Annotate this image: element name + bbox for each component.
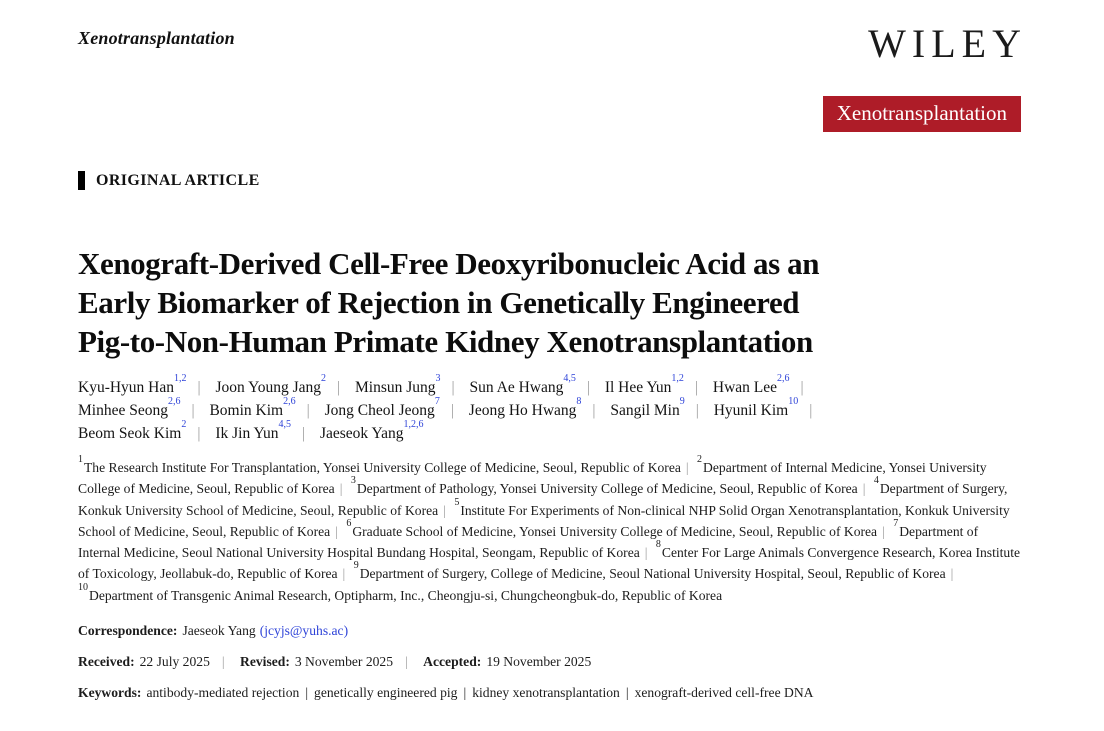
wiley-logo: WILEY — [868, 21, 1027, 66]
article-title-line: Early Biomarker of Rejection in Genetically Engineered — [78, 285, 800, 320]
author-name: Jeong Ho Hwang — [468, 402, 577, 419]
author-name: Bomin Kim — [209, 402, 284, 419]
keyword — [314, 685, 472, 700]
affiliation-text: Department of Surgery, College of Medicine, Seoul National University Hospital, Seoul, Republic of Korea — [359, 566, 946, 582]
article-type — [78, 171, 1021, 190]
author-affiliation-superscript: 7 — [434, 396, 440, 408]
author — [324, 396, 465, 419]
author-name: Beom Seok Kim — [78, 425, 182, 442]
author-affiliation-superscript: 1,2,6 — [403, 419, 424, 431]
affiliation-text: Department of Internal Medicine, Seoul National University Hospital Bundang Hospital, Seongam, Republic of Korea — [78, 523, 979, 561]
date-separator: | — [221, 654, 225, 670]
author-separator: | — [451, 379, 455, 396]
author — [713, 396, 824, 419]
author — [215, 419, 316, 442]
author-affiliation-superscript: 2 — [321, 373, 326, 385]
keywords-row — [78, 685, 1021, 701]
author — [469, 373, 601, 396]
date-separator: | — [405, 654, 408, 670]
article-type-bar-icon — [78, 171, 85, 190]
keyword — [635, 685, 814, 700]
keyword — [472, 685, 634, 700]
author-name: Hwan Lee — [712, 379, 778, 396]
affiliation — [78, 453, 694, 475]
journal-name: Xenotransplantation — [78, 28, 235, 48]
date-value: 19 November 2025 — [486, 654, 592, 670]
author-affiliation-superscript: 4,5 — [278, 419, 291, 431]
authors-row — [78, 419, 1021, 445]
author-name: Sun Ae Hwang — [469, 379, 564, 396]
date-item — [78, 654, 237, 669]
keyword-separator: | — [625, 685, 629, 701]
author-separator: | — [191, 402, 195, 419]
affiliation — [350, 475, 871, 497]
author-name: Joon Young Jang — [215, 379, 321, 396]
author — [319, 419, 424, 442]
affiliation-text: Department of Pathology, Yonsei University College of Medicine, Seoul, Republic of Korea — [356, 481, 858, 497]
date-item — [423, 654, 591, 669]
article-title-line: Xenograft-Derived Cell-Free Deoxyribonucleic Acid as an — [78, 246, 820, 281]
author-separator: | — [197, 379, 201, 396]
dates-row — [78, 654, 1021, 670]
keyword-text: kidney xenotransplantation — [472, 685, 620, 701]
affiliation-text: Department of Transgenic Animal Research, Optipharm, Inc., Cheongju-si, Chungcheongbuk-do, Republic of Korea — [89, 587, 723, 603]
author-affiliation-superscript: 3 — [435, 373, 441, 385]
affiliation-separator: | — [339, 481, 343, 497]
author-name: Il Hee Yun — [604, 379, 672, 396]
publisher-brand — [823, 21, 1027, 132]
author-separator: | — [809, 402, 813, 419]
author-separator: | — [301, 425, 306, 442]
affiliation-separator: | — [882, 523, 885, 539]
author-affiliation-superscript: 2,6 — [167, 396, 181, 408]
author-name: Minhee Seong — [78, 402, 168, 419]
author — [78, 396, 206, 419]
author-affiliation-superscript: 2,6 — [777, 373, 790, 385]
affiliation-text: Center For Large Animals Convergence Research, Korea Institute of Toxicology, Jeollabuk-do, Republic of Korea — [78, 545, 1021, 582]
authors-block — [78, 373, 1021, 445]
keyword-separator: | — [305, 685, 309, 701]
date-label: Received: — [78, 654, 135, 670]
affiliation-text: Department of Internal Medicine, Yonsei University College of Medicine, Seoul, Republic of Korea — [78, 460, 987, 497]
affiliation-number: 9 — [353, 560, 359, 572]
author-affiliation-superscript: 1,2 — [174, 373, 187, 385]
author-separator: | — [586, 379, 590, 396]
author — [209, 396, 320, 419]
author-affiliation-superscript: 2,6 — [283, 396, 296, 408]
date-item — [240, 654, 420, 669]
affiliation-separator: | — [443, 502, 446, 518]
authors-row — [78, 373, 1021, 399]
keywords-list — [146, 685, 813, 700]
keyword-text: antibody-mediated rejection — [146, 685, 300, 701]
page-header — [78, 21, 1027, 132]
author-name: Kyu-Hyun Han — [78, 379, 174, 396]
author-affiliation-superscript: 2 — [181, 419, 187, 431]
affiliation-number: 1 — [78, 453, 83, 465]
correspondence-label: Correspondence: — [78, 623, 178, 639]
affiliation-number: 4 — [873, 475, 879, 487]
keyword-text: xenograft-derived cell-free DNA — [634, 685, 814, 701]
author-separator: | — [592, 402, 596, 419]
affiliation-text: Graduate School of Medicine, Yonsei University College of Medicine, Seoul, Republic of Korea — [352, 523, 878, 539]
author-separator: | — [694, 379, 699, 396]
author — [78, 419, 211, 442]
affiliation — [346, 517, 890, 539]
author-name: Sangil Min — [610, 402, 680, 419]
article-type-label: ORIGINAL ARTICLE — [96, 171, 260, 189]
affiliation-separator: | — [335, 523, 338, 539]
author-separator: | — [306, 402, 310, 419]
author-name: Hyunil Kim — [713, 402, 789, 419]
author — [712, 373, 815, 396]
author-name: Minsun Jung — [354, 379, 436, 396]
author — [354, 373, 466, 396]
affiliation-separator: | — [685, 460, 689, 475]
authors-row — [78, 396, 1021, 422]
author-separator: | — [800, 379, 804, 396]
affiliation-text: The Research Institute For Transplantation, Yonsei University College of Medicine, Seoul, Republic of Korea — [84, 460, 681, 475]
affiliation-number: 7 — [893, 517, 899, 529]
author-name: Jong Cheol Jeong — [324, 402, 435, 419]
author-affiliation-superscript: 1,2 — [671, 373, 684, 385]
affiliations-block — [78, 453, 1021, 606]
article-title-line: Pig-to-Non-Human Primate Kidney Xenotransplantation — [78, 324, 813, 359]
keywords-label: Keywords: — [78, 685, 142, 701]
author-separator: | — [197, 425, 201, 442]
author — [215, 373, 351, 396]
correspondence-email-link[interactable]: (jcyjs@yuhs.ac) — [259, 623, 349, 639]
author-affiliation-superscript: 8 — [576, 396, 582, 408]
article-title — [78, 244, 1021, 361]
affiliation-number: 3 — [350, 475, 356, 487]
affiliation — [78, 581, 723, 603]
author-affiliation-superscript: 4,5 — [563, 373, 576, 385]
author-affiliation-superscript: 10 — [788, 396, 799, 408]
journal-banner: Xenotransplantation — [823, 96, 1021, 132]
date-value: 22 July 2025 — [139, 654, 210, 670]
affiliation-number: 6 — [346, 517, 352, 529]
correspondence-row — [78, 623, 1021, 639]
author-separator: | — [695, 402, 699, 419]
author-separator: | — [450, 402, 454, 419]
keyword-text: genetically engineered pig — [314, 685, 458, 701]
affiliation-separator: | — [644, 545, 648, 561]
affiliation — [353, 560, 959, 582]
author — [610, 396, 709, 419]
affiliation-text: Department of Surgery, Konkuk University School of Medicine, Seoul, Republic of Korea — [78, 481, 1008, 518]
author-affiliation-superscript: 9 — [679, 396, 685, 408]
author-name: Ik Jin Yun — [215, 425, 279, 442]
affiliation-separator: | — [862, 481, 866, 497]
affiliation-separator: | — [342, 566, 346, 582]
keyword — [146, 685, 314, 700]
author — [468, 396, 607, 419]
author-name: Jaeseok Yang — [319, 425, 404, 442]
author — [78, 373, 212, 396]
keyword-separator: | — [463, 685, 467, 701]
affiliation-separator: | — [950, 566, 954, 582]
affiliation-text: Institute For Experiments of Non-clinical NHP Solid Organ Xenotransplantation, Konkuk University School of Medicine, Seoul, Republic of Korea — [78, 502, 1010, 539]
date-value: 3 November 2025 — [294, 654, 394, 670]
affiliation-number: 2 — [697, 453, 703, 465]
author-separator: | — [337, 379, 341, 396]
author — [604, 373, 709, 396]
affiliation-number: 8 — [655, 539, 661, 551]
correspondence-name: Jaeseok Yang — [182, 623, 256, 639]
date-label: Accepted: — [423, 654, 482, 670]
affiliation-number: 5 — [454, 496, 460, 508]
affiliation-number: 10 — [78, 581, 88, 593]
date-label: Revised: — [240, 654, 290, 670]
